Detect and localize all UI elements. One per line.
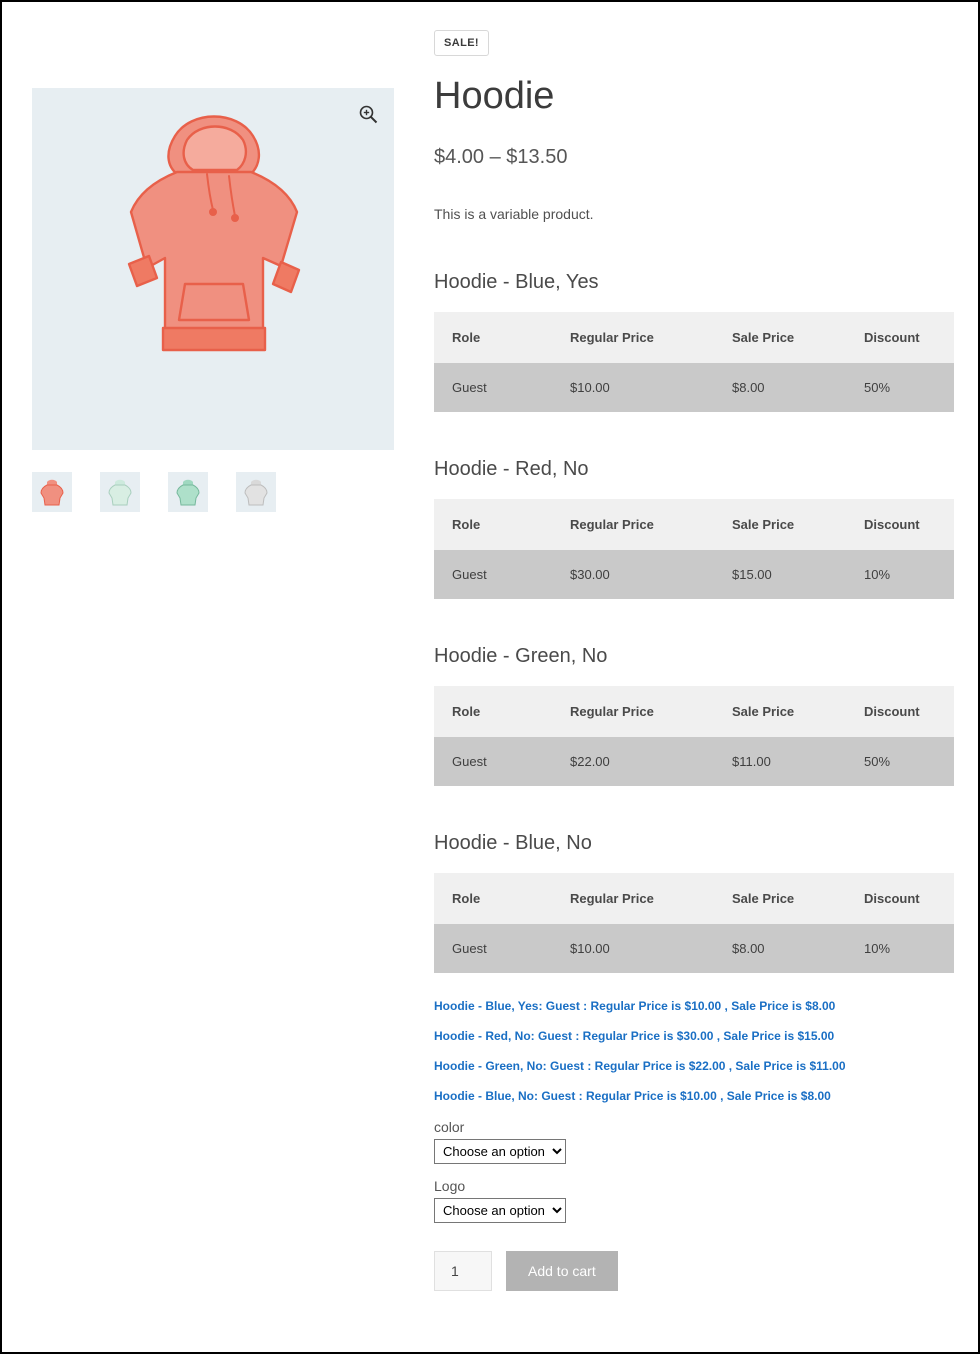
variation-title: Hoodie - Red, No (434, 458, 589, 481)
variation-block (434, 832, 954, 973)
cell-regular-price: $30.00 (552, 550, 714, 599)
list-item (434, 999, 954, 1013)
hoodie-thumb-icon (39, 477, 65, 507)
column-header-regular-price: Regular Price (552, 312, 714, 363)
cell-role: Guest (434, 924, 552, 973)
column-header-role: Role (434, 499, 552, 550)
variation-notes (434, 999, 954, 1103)
price-table (434, 312, 954, 412)
column-header-sale-price: Sale Price (714, 686, 846, 737)
cell-sale-price: $15.00 (714, 550, 846, 599)
cell-discount: 10% (846, 924, 954, 973)
column-header-regular-price: Regular Price (552, 686, 714, 737)
table-header-row (434, 499, 954, 550)
cart-row (434, 1251, 954, 1321)
product-price: $4.00 – $13.50 (434, 145, 568, 168)
attribute-label-logo: Logo (434, 1178, 466, 1195)
cell-role: Guest (434, 737, 552, 786)
variation-title: Hoodie - Blue, Yes (434, 271, 599, 294)
attribute-logo (434, 1178, 954, 1223)
table-row (434, 363, 954, 412)
table-header-row (434, 873, 954, 924)
variation-block (434, 645, 954, 786)
column-header-discount: Discount (846, 499, 954, 550)
quantity-input[interactable] (434, 1251, 492, 1291)
magnifier-plus-icon[interactable] (358, 104, 378, 124)
list-item (434, 1089, 954, 1103)
price-table (434, 499, 954, 599)
cell-regular-price: $22.00 (552, 737, 714, 786)
hoodie-thumb-icon (107, 477, 133, 507)
attribute-color (434, 1119, 954, 1164)
column-header-discount: Discount (846, 686, 954, 737)
variation-block (434, 271, 954, 412)
hoodie-thumb-icon (175, 477, 201, 507)
column-header-regular-price: Regular Price (552, 499, 714, 550)
cell-discount: 50% (846, 737, 954, 786)
note-variation-name: Hoodie - Blue, Yes: (434, 999, 543, 1014)
list-item (434, 1059, 954, 1073)
table-header-row (434, 686, 954, 737)
table-row (434, 924, 954, 973)
table-row (434, 737, 954, 786)
cell-sale-price: $8.00 (714, 363, 846, 412)
thumbnail-strip (32, 472, 394, 512)
attribute-label-color: color (434, 1119, 465, 1136)
cell-regular-price: $10.00 (552, 363, 714, 412)
note-detail: Guest : Regular Price is $10.00 , Sale Price is $8.00 (542, 999, 836, 1014)
list-item (434, 1029, 954, 1043)
thumb-hoodie-green[interactable] (168, 472, 208, 512)
note-variation-name: Hoodie - Blue, No: (434, 1089, 538, 1104)
cell-role: Guest (434, 363, 552, 412)
column-header-role: Role (434, 686, 552, 737)
note-detail: Guest : Regular Price is $22.00 , Sale Price is $11.00 (546, 1059, 846, 1074)
note-detail: Guest : Regular Price is $30.00 , Sale Price is $15.00 (534, 1029, 835, 1044)
thumb-hoodie-red[interactable] (32, 472, 72, 512)
column-header-discount: Discount (846, 873, 954, 924)
page-title: Hoodie (434, 75, 555, 117)
price-table (434, 686, 954, 786)
sale-badge: SALE! (434, 30, 489, 56)
column-header-role: Role (434, 873, 552, 924)
thumb-hoodie-grey[interactable] (236, 472, 276, 512)
cell-sale-price: $11.00 (714, 737, 846, 786)
note-variation-name: Hoodie - Red, No: (434, 1029, 535, 1044)
product-gallery (32, 30, 394, 1321)
cell-discount: 50% (846, 363, 954, 412)
note-variation-name: Hoodie - Green, No: (434, 1059, 547, 1074)
thumb-hoodie-mint[interactable] (100, 472, 140, 512)
color-select[interactable] (434, 1139, 566, 1164)
cell-sale-price: $8.00 (714, 924, 846, 973)
note-detail: Guest : Regular Price is $10.00 , Sale Price is $8.00 (538, 1089, 831, 1104)
table-header-row (434, 312, 954, 363)
column-header-discount: Discount (846, 312, 954, 363)
column-header-role: Role (434, 312, 552, 363)
column-header-sale-price: Sale Price (714, 312, 846, 363)
cell-regular-price: $10.00 (552, 924, 714, 973)
column-header-sale-price: Sale Price (714, 499, 846, 550)
hoodie-illustration (103, 88, 323, 398)
cell-role: Guest (434, 550, 552, 599)
product-content (2, 2, 978, 1321)
variation-title: Hoodie - Blue, No (434, 832, 592, 855)
column-header-regular-price: Regular Price (552, 873, 714, 924)
hoodie-thumb-icon (243, 477, 269, 507)
column-header-sale-price: Sale Price (714, 873, 846, 924)
product-summary (394, 30, 954, 1321)
variation-block (434, 458, 954, 599)
logo-select[interactable] (434, 1198, 566, 1223)
main-product-image[interactable] (32, 88, 394, 450)
cell-discount: 10% (846, 550, 954, 599)
price-table (434, 873, 954, 973)
add-to-cart-button[interactable]: Add to cart (506, 1251, 618, 1291)
table-row (434, 550, 954, 599)
product-description: This is a variable product. (434, 205, 594, 222)
variation-title: Hoodie - Green, No (434, 645, 608, 668)
